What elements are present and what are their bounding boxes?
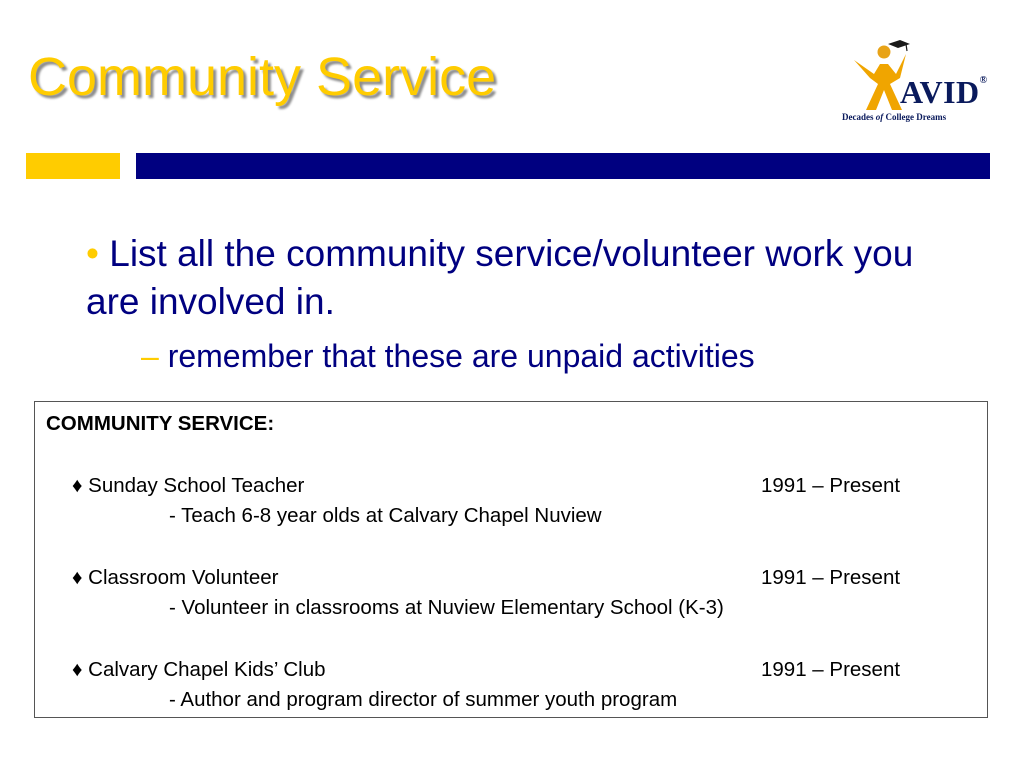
diamond-bullet-icon: ♦ <box>72 566 83 589</box>
resume-entry-dates: 1991 – Present <box>761 658 901 681</box>
resume-entry-title: ♦ Sunday School Teacher <box>72 474 305 497</box>
sub-bullet-marker: – <box>141 338 159 374</box>
sub-bullet-text: remember that these are unpaid activities <box>167 338 755 374</box>
avid-wordmark: AVID® <box>900 74 988 110</box>
resume-entry-detail: - Teach 6-8 year olds at Calvary Chapel Nuview <box>169 504 602 527</box>
diamond-bullet-icon: ♦ <box>72 658 83 681</box>
resume-entry-detail: - Volunteer in classrooms at Nuview Elementary School (K-3) <box>169 596 724 619</box>
accent-bar-navy <box>136 153 990 179</box>
avid-logo <box>840 38 990 128</box>
sub-bullet <box>141 335 755 377</box>
main-bullet-text: List all the community service/volunteer work you are involved in. <box>86 233 914 322</box>
resume-entry-title: ♦ Calvary Chapel Kids’ Club <box>72 658 326 681</box>
diamond-bullet-icon: ♦ <box>72 474 83 497</box>
resume-entry-title: ♦ Classroom Volunteer <box>72 566 279 589</box>
avid-tagline: Decades of College Dreams <box>842 112 947 122</box>
main-bullet <box>86 230 956 326</box>
resume-section-heading: COMMUNITY SERVICE: <box>46 412 275 435</box>
resume-entry-detail: - Author and program director of summer youth program <box>169 688 678 711</box>
resume-entry-dates: 1991 – Present <box>761 566 901 589</box>
resume-entry-dates: 1991 – Present <box>761 474 901 497</box>
bullet-marker: • <box>86 233 99 274</box>
accent-bar-gold <box>26 153 120 179</box>
resume-excerpt-box <box>34 401 988 718</box>
slide-title: Community Service <box>28 47 497 107</box>
